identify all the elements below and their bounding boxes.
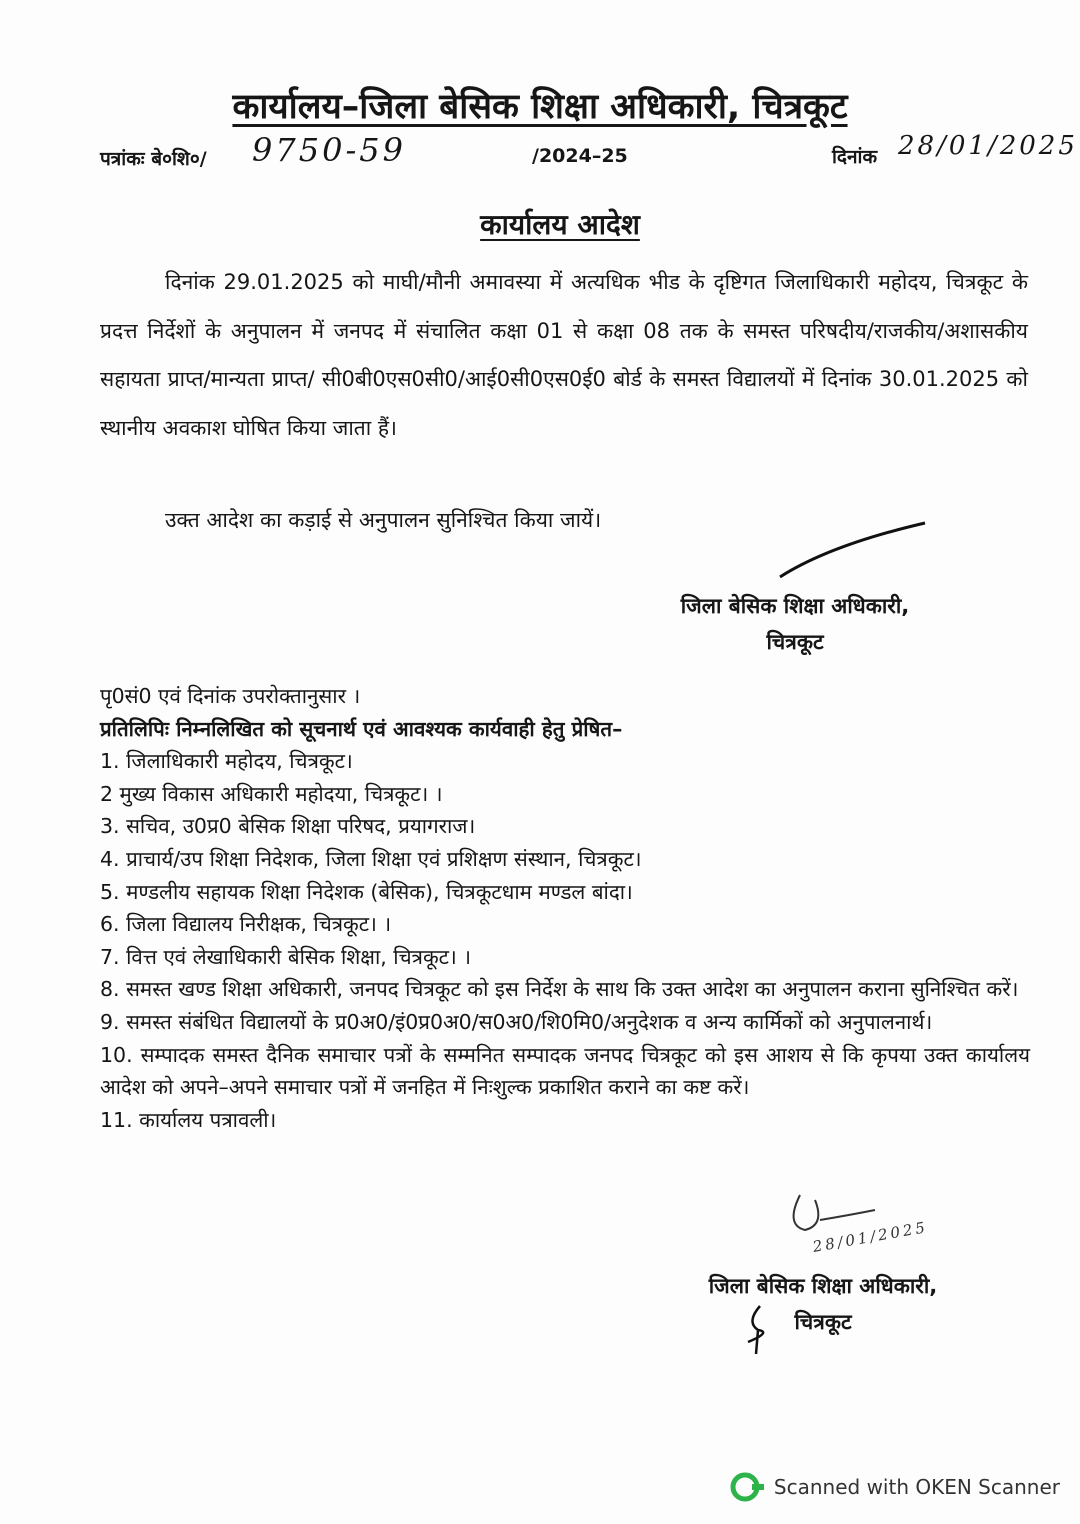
- list-item: 7. वित्त एवं लेखाधिकारी बेसिक शिक्षा, चित्रकूट। ।: [100, 944, 472, 969]
- initial-date: 28/01/2025: [811, 1218, 930, 1256]
- session: /2024–25: [532, 145, 628, 167]
- list-item: 5. मण्डलीय सहायक शिक्षा निदेशक (बेसिक), चित्रकूटधाम मण्डल बांदा।: [100, 879, 633, 904]
- scanner-label: Scanned with OKEN Scanner: [773, 1475, 1060, 1499]
- list-item: 9. समस्त संबंधित विद्यालयों के प्र0अ0/इं0प्र0अ0/स0अ0/शि0मि0/अनुदेशक व अन्य कार्मिकों को अनुपालनार्थ।: [100, 1009, 933, 1034]
- signature-mark: [738, 1302, 778, 1357]
- copy-distribution: [100, 680, 1030, 1136]
- list-item: 4. प्राचार्य/उप शिक्षा निदेशक, जिला शिक्षा एवं प्रशिक्षण संस्थान, चित्रकूट।: [100, 846, 642, 871]
- order-title: [0, 205, 1080, 243]
- reference-row: [100, 131, 1078, 197]
- office-title: [0, 82, 1080, 129]
- ref-label: पत्रांकः बे०शि०/: [100, 148, 207, 170]
- signatory-title: जिला बेसिक शिक्षा अधिकारी,: [708, 1274, 938, 1298]
- oken-logo-icon: [730, 1472, 764, 1502]
- compliance-paragraph: उक्त आदेश का कड़ाई से अनुपालन सुनिश्चित किया जायें।: [165, 508, 602, 532]
- date-handwritten: 28/01/2025: [898, 131, 1078, 161]
- ref-number-handwritten: 9750-59: [252, 131, 406, 169]
- list-item: 10. सम्पादक समस्त दैनिक समाचार पत्रों के सम्मनित सम्पादक जनपद चित्रकूट को इस आशय से कि कृपया उक्त कार्यालय आदेश को अपने–अपने समाचार पत्रों में जनहित में निःशुल्क प्रकाशित कराने का कष्ट करें।: [100, 1042, 1030, 1100]
- order-title-text: कार्यालय आदेश: [480, 208, 640, 241]
- office-title-text: कार्यालय–जिला बेसिक शिक्षा अधिकारी, चित्रकूट: [232, 87, 848, 127]
- signatory-place: चित्रकूट: [766, 630, 824, 654]
- list-item: 1. जिलाधिकारी महोदय, चित्रकूट।: [100, 749, 353, 774]
- order-paragraph: दिनांक 29.01.2025 को माघी/मौनी अमावस्या में अत्यधिक भीड के दृष्टिगत जिलाधिकारी महोदय, चित्रकूट के प्रदत्त निर्देशों के अनुपालन में जनपद में संचालित कक्षा 01 से कक्षा 08 तक के समस्त परिषदीय/राजकीय/अशासकीय सहायता प्राप्त/मान्यता प्राप्त/ सी0बी0एस0सी0/आई0सी0एस0ई0 बोर्ड के समस्त विद्यालयों में दिनांक 30.01.2025 को स्थानीय अवकाश घोषित किया जाता हैं।: [100, 270, 1028, 440]
- list-item: 6. जिला विद्यालय निरीक्षक, चित्रकूट। ।: [100, 912, 392, 937]
- list-item: 3. सचिव, उ0प्र0 बेसिक शिक्षा परिषद, प्रयागराज।: [100, 814, 476, 839]
- signature-block-1: [640, 588, 950, 660]
- signatory-place: चित्रकूट: [794, 1310, 852, 1334]
- ref-line: पृ0सं0 एवं दिनांक उपरोक्तानुसार ।: [100, 684, 361, 708]
- list-item: 2 मुख्य विकास अधिकारी महोदया, चित्रकूट। ।: [100, 781, 443, 806]
- copy-intro: प्रतिलिपिः निम्नलिखित को सूचनार्थ एवं आवश्यक कार्यवाही हेतु प्रेषित–: [100, 716, 623, 741]
- list-item: 8. समस्त खण्ड शिक्षा अधिकारी, जनपद चित्रकूट को इस निर्देश के साथ कि उक्त आदेश का अनुपालन कराना सुनिश्चित करें।: [100, 977, 1019, 1002]
- scanner-watermark: [730, 1472, 1060, 1502]
- signature-block-2: [668, 1268, 978, 1340]
- list-item: 11. कार्यालय पत्रावली।: [100, 1107, 277, 1132]
- signature-stroke: [770, 515, 930, 585]
- signatory-title: जिला बेसिक शिक्षा अधिकारी,: [680, 594, 910, 618]
- date-label: दिनांक: [832, 146, 878, 168]
